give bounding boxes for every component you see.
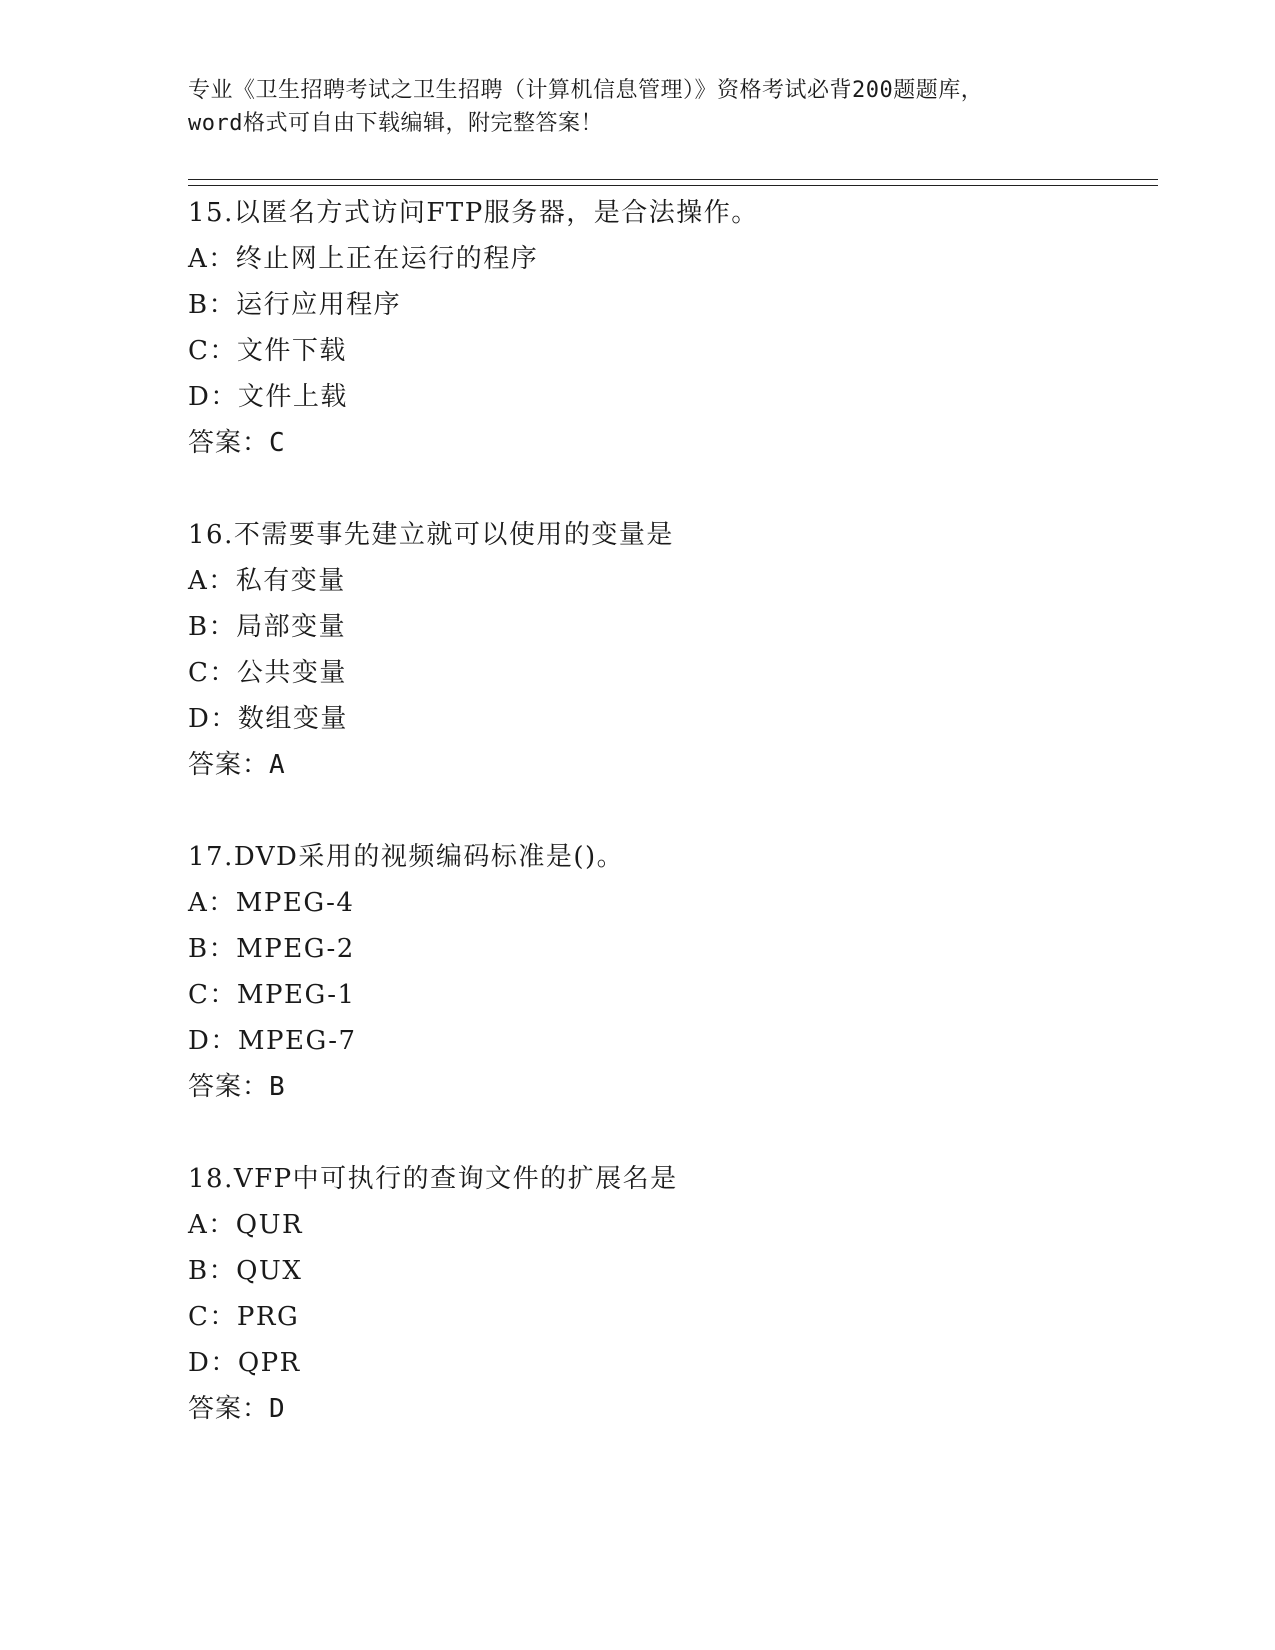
option-d: D：QPR: [188, 1348, 301, 1378]
question-text: 18.VFP中可执行的查询文件的扩展名是: [188, 1164, 678, 1194]
question-17: [188, 834, 1148, 1110]
question-text: 16.不需要事先建立就可以使用的变量是: [188, 520, 674, 550]
option-b: B：运行应用程序: [188, 290, 402, 320]
option-c: C：PRG: [188, 1302, 300, 1332]
header-divider: [188, 179, 1158, 186]
answer: 答案：A: [188, 750, 286, 780]
option-d: D：数组变量: [188, 704, 348, 734]
question-16: [188, 512, 1148, 788]
answer: 答案：C: [188, 428, 286, 458]
answer: 答案：B: [188, 1072, 286, 1102]
option-d: D：MPEG-7: [188, 1026, 357, 1056]
option-a: A：MPEG-4: [188, 888, 355, 918]
question-text: 15.以匿名方式访问FTP服务器，是合法操作。: [188, 198, 759, 228]
option-c: C：公共变量: [188, 658, 347, 688]
question-15: [188, 190, 1148, 466]
option-a: A：QUR: [188, 1210, 304, 1240]
option-b: B：QUX: [188, 1256, 303, 1286]
option-b: B：局部变量: [188, 612, 347, 642]
question-text: 17.DVD采用的视频编码标准是()。: [188, 842, 625, 872]
question-list: [188, 190, 1148, 1478]
header-line-2: word格式可自由下载编辑，附完整答案！: [188, 111, 603, 136]
answer: 答案：D: [188, 1394, 286, 1424]
question-18: [188, 1156, 1148, 1432]
option-c: C：文件下载: [188, 336, 347, 366]
option-c: C：MPEG-1: [188, 980, 356, 1010]
document-header: [188, 74, 1088, 140]
header-line-1: 专业《卫生招聘考试之卫生招聘（计算机信息管理）》资格考试必背200题题库，: [188, 78, 984, 103]
option-a: A：终止网上正在运行的程序: [188, 244, 539, 274]
option-d: D：文件上载: [188, 382, 348, 412]
option-b: B：MPEG-2: [188, 934, 355, 964]
option-a: A：私有变量: [188, 566, 346, 596]
